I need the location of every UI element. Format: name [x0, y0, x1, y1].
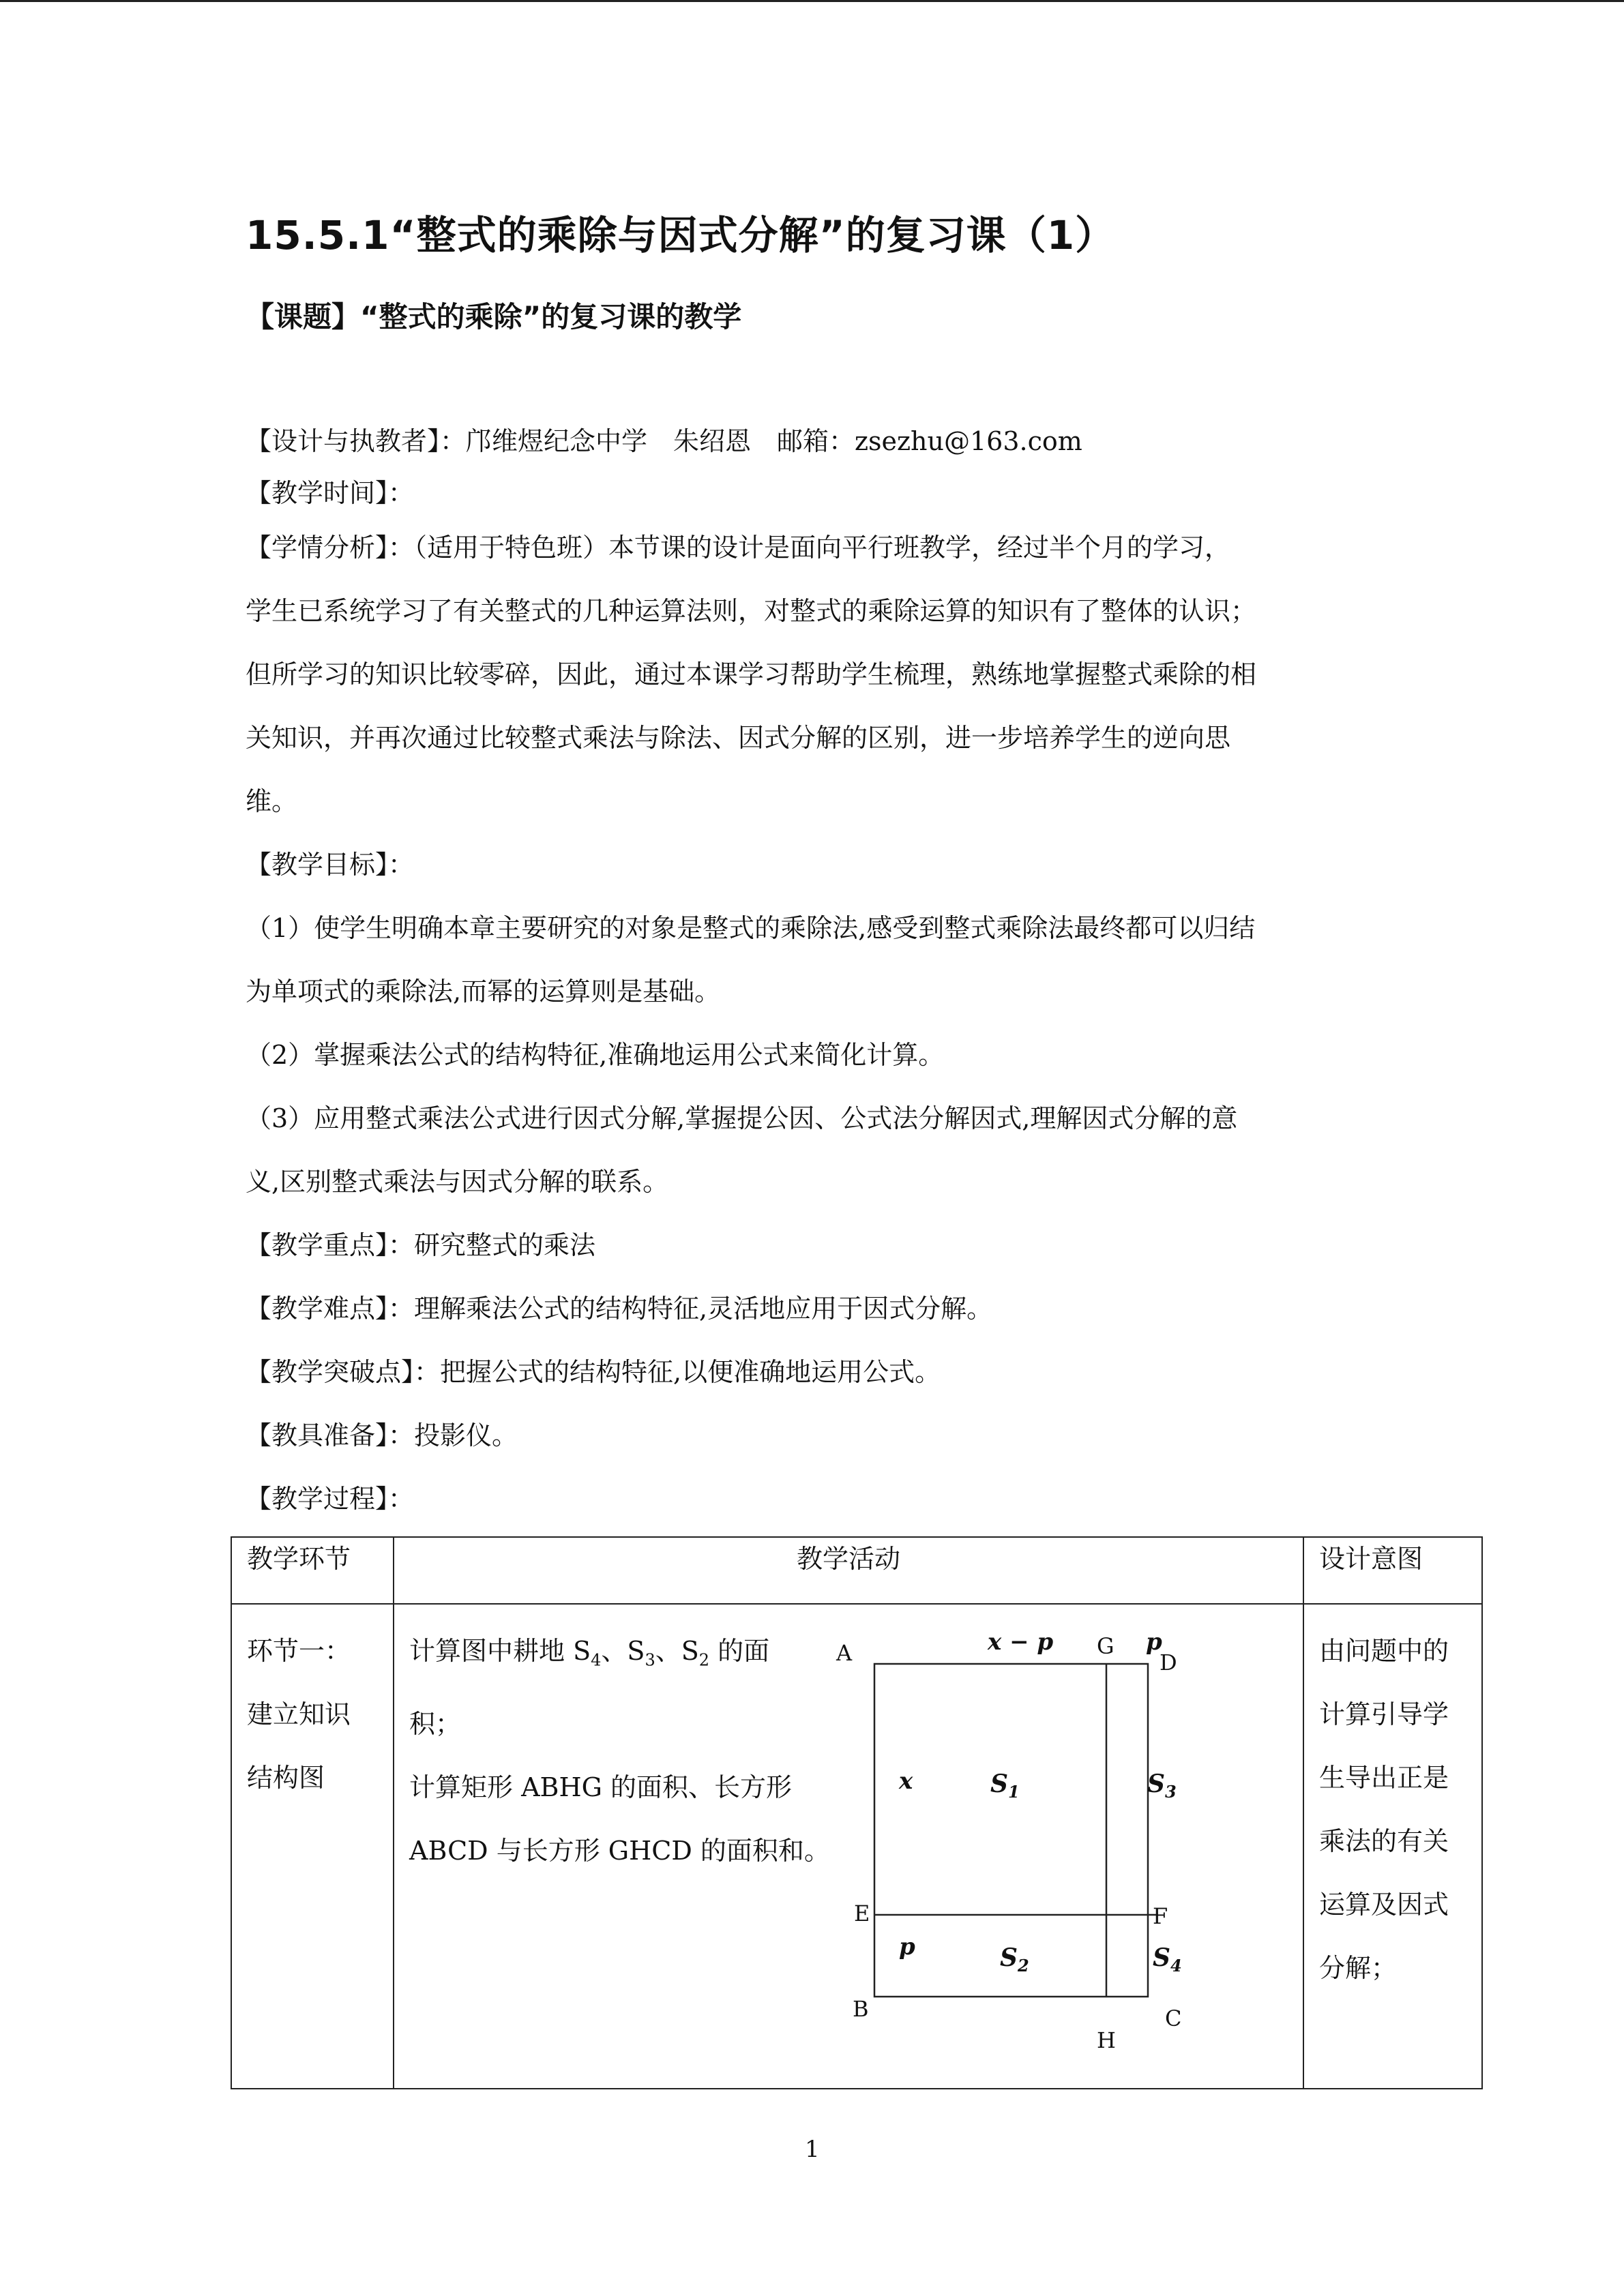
land-diagram [394, 1605, 1305, 2092]
activity-line: 计算矩形 ABHG 的面积、长方形 [409, 1772, 793, 1802]
label-g: G [1097, 1633, 1114, 1659]
goal-line: 义,区别整式乘法与因式分解的联系。 [246, 1167, 669, 1197]
difficulty: 【教学难点】：理解乘法公式的结构特征,灵活地应用于因式分解。 [246, 1294, 993, 1324]
label-f: F [1153, 1903, 1168, 1929]
goals-heading: 【教学目标】： [246, 850, 415, 880]
process-table [231, 1536, 1483, 2089]
stage-line: 结构图 [247, 1763, 325, 1793]
key-point: 【教学重点】：研究整式的乘法 [246, 1230, 596, 1260]
label-e: E [854, 1900, 870, 1926]
designer-line: 【设计与执教者】：邝维煜纪念中学 朱绍恩 邮箱：zsezhu@163.com [246, 426, 1082, 456]
region-s1: $S_1$ [990, 1770, 1020, 1802]
goal-line: （2）掌握乘法公式的结构特征,准确地运用公式来简化计算。 [246, 1040, 945, 1070]
header-stage: 教学环节 [231, 1537, 394, 1604]
analysis-line: 关知识，并再次通过比较整式乘法与除法、因式分解的区别，进一步培养学生的逆向思 [246, 723, 1231, 753]
activity-line: 积； [409, 1708, 462, 1739]
label-x-minus-p: x − p [988, 1628, 1054, 1656]
goal-line: （3）应用整式乘法公式进行因式分解,掌握提公因、公式法分解因式,理解因式分解的意 [246, 1103, 1238, 1133]
document-title: 15.5.1“整式的乘除与因式分解”的复习课（1） [246, 212, 1116, 258]
analysis-line: 维。 [246, 786, 298, 816]
label-c: C [1165, 2006, 1182, 2031]
region-s3: $S_3$ [1147, 1770, 1177, 1802]
label-p-side: p [899, 1933, 915, 1960]
intent-line: 乘法的有关 [1319, 1826, 1449, 1856]
label-a: A [836, 1640, 853, 1666]
analysis-line: 学生已系统学习了有关整式的几种运算法则，对整式的乘除运算的知识有了整体的认识； [246, 596, 1257, 626]
lesson-subtitle: 【课题】“整式的乘除”的复习课的教学 [246, 300, 742, 333]
table-row [231, 1604, 1482, 2089]
goal-line: （1）使学生明确本章主要研究的对象是整式的乘除法,感受到整式乘除法最终都可以归结 [246, 913, 1256, 943]
analysis-line: 【学情分析】：（适用于特色班）本节课的设计是面向平行班教学，经过半个月的学习， [246, 533, 1231, 563]
page-number: 1 [805, 2136, 820, 2163]
top-rule [0, 0, 1624, 2]
label-p-top: p [1146, 1628, 1162, 1656]
stage-line: 环节一： [247, 1636, 351, 1666]
region-s2: $S_2$ [1000, 1943, 1029, 1976]
process-heading: 【教学过程】： [246, 1484, 415, 1514]
analysis-line: 但所学习的知识比较零碎，因此，通过本课学习帮助学生梳理，熟练地掌握整式乘除的相 [246, 659, 1257, 689]
activity-line: 计算图中耕地 $S_4$、$S_3$、$S_2$ 的面 [409, 1636, 770, 1670]
label-d: D [1160, 1650, 1177, 1675]
goal-line: 为单项式的乘除法,而幂的运算则是基础。 [246, 976, 721, 1007]
intent-line: 运算及因式 [1319, 1890, 1449, 1920]
label-x-side: x [899, 1768, 913, 1795]
intent-line: 计算引导学 [1319, 1699, 1449, 1729]
activity-cell [394, 1604, 1303, 2089]
stage-line: 建立知识 [247, 1699, 351, 1729]
stage-cell [231, 1604, 394, 2089]
intent-line: 生导出正是 [1319, 1763, 1449, 1793]
breakthrough: 【教学突破点】：把握公式的结构特征,以便准确地运用公式。 [246, 1357, 941, 1387]
header-activity: 教学活动 [394, 1537, 1303, 1604]
intent-line: 由问题中的 [1319, 1636, 1449, 1666]
activity-line: ABCD 与长方形 GHCD 的面积和。 [409, 1835, 830, 1866]
header-intent: 设计意图 [1303, 1537, 1482, 1604]
teaching-time: 【教学时间】： [246, 478, 415, 508]
intent-line: 分解； [1319, 1953, 1398, 1983]
region-s4: $S_4$ [1153, 1943, 1182, 1976]
table-header-row [231, 1537, 1482, 1604]
intent-cell [1303, 1604, 1482, 2089]
tools: 【教具准备】：投影仪。 [246, 1420, 518, 1450]
label-h: H [1097, 2027, 1116, 2053]
label-b: B [853, 1996, 869, 2022]
